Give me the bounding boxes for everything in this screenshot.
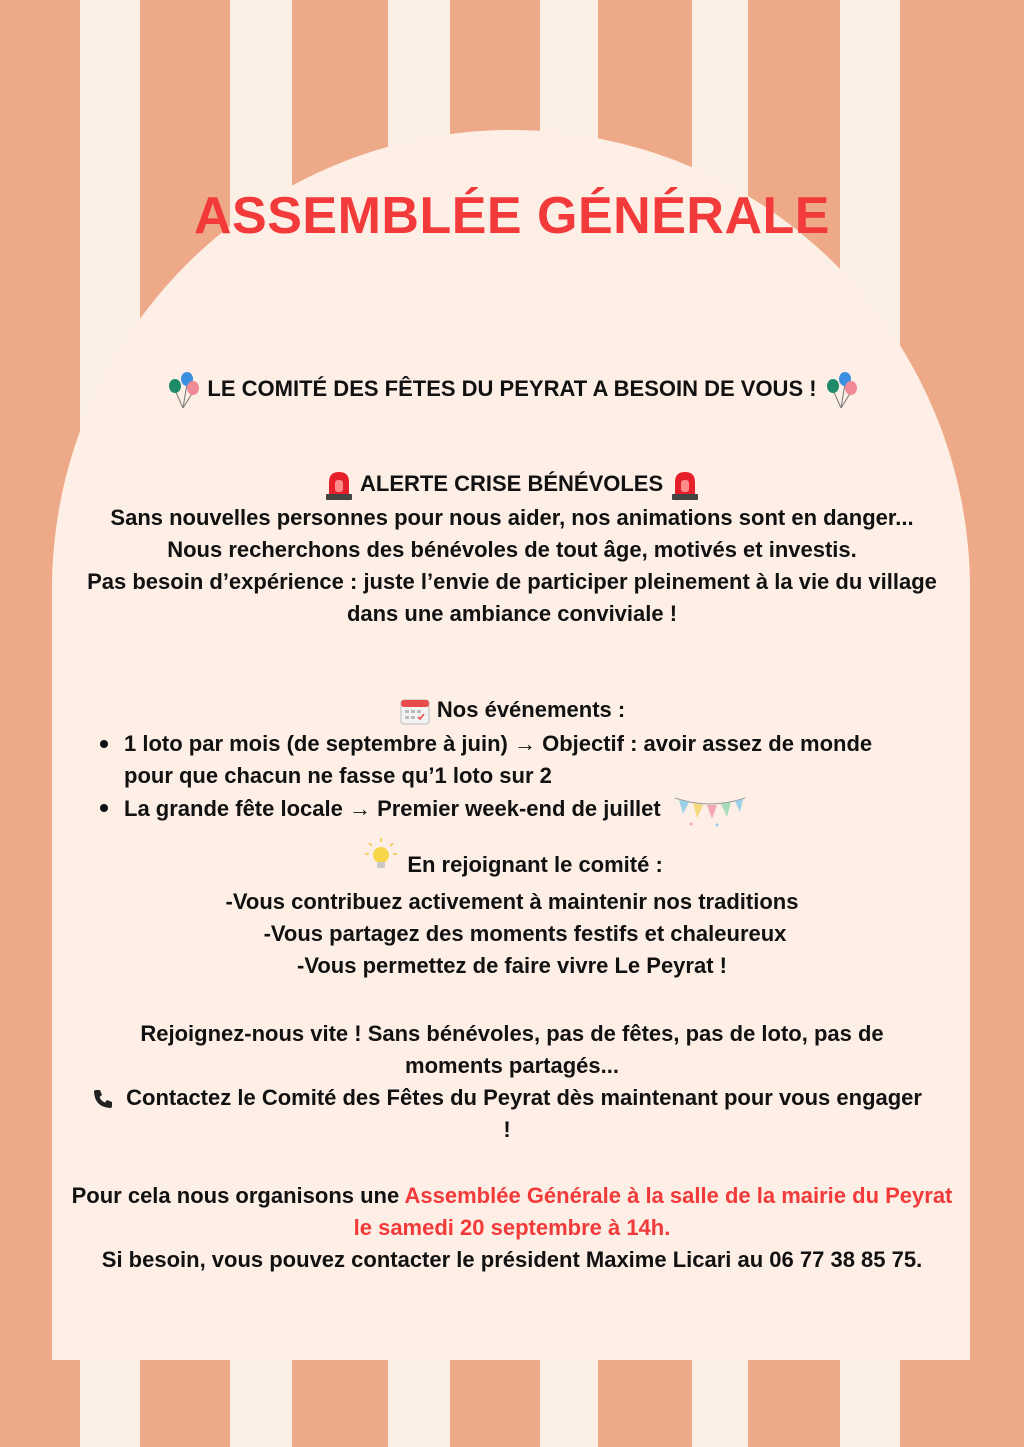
calendar-icon	[399, 696, 431, 726]
alert-heading-row	[60, 468, 964, 502]
events-heading: Nos événements :	[436, 697, 626, 722]
joining-point-1: -Vous contribuez activement à maintenir nos traditions	[225, 889, 799, 914]
alert-section	[60, 468, 964, 630]
bunting-icon	[673, 792, 747, 828]
balloons-icon	[165, 370, 201, 410]
call-contact-row	[60, 1082, 964, 1146]
lightbulb-icon	[361, 836, 401, 876]
page-title: ASSEMBLÉE GÉNÉRALE	[194, 187, 830, 245]
phone-icon	[92, 1088, 114, 1110]
tagline: LE COMITÉ DES FÊTES DU PEYRAT A BESOIN DE VOUS !	[207, 375, 817, 401]
tagline-row	[60, 370, 964, 410]
events-heading-row	[60, 694, 964, 726]
meeting-intro: Pour cela nous organisons une	[71, 1183, 405, 1208]
call-line-1: Rejoignez-nous vite ! Sans bénévoles, pas de fêtes, pas de loto, pas de moments partagés...	[140, 1021, 884, 1078]
siren-icon	[669, 468, 701, 502]
list-item: La grande fête locale → Premier week-end de juillet	[100, 792, 880, 828]
list-item: 1 loto par mois (de septembre à juin) → Objectif : avoir assez de monde pour que chacun ne fasse qu’1 loto sur 2	[100, 728, 880, 792]
call-line-2: Contactez le Comité des Fêtes du Peyrat dès maintenant pour vous engager !	[126, 1085, 922, 1142]
joining-section	[60, 846, 964, 982]
balloons-icon	[823, 370, 859, 410]
alert-line-3: Pas besoin d’expérience : juste l’envie de participer pleinement à la vie du village dans une ambiance conviviale !	[87, 569, 937, 627]
joining-heading-row	[60, 846, 964, 886]
alert-heading: ALERTE CRISE BÉNÉVOLES	[360, 471, 664, 496]
meeting-highlight: Assemblée Générale à la salle de la mairie du Peyrat le samedi 20 septembre à 14h.	[353, 1183, 953, 1240]
alert-line-1: Sans nouvelles personnes pour nous aider, nos animations sont en danger...	[110, 505, 914, 531]
alert-line-2: Nous recherchons des bénévoles de tout âge, motivés et investis.	[167, 537, 857, 563]
siren-icon	[323, 468, 355, 502]
events-list	[100, 728, 880, 828]
meeting-announcement	[64, 1180, 960, 1244]
meeting-contact: Si besoin, vous pouvez contacter le président Maxime Licari au 06 77 38 85 75.	[101, 1247, 923, 1272]
meeting-section	[60, 1180, 964, 1276]
joining-point-3: -Vous permettez de faire vivre Le Peyrat !	[297, 953, 727, 978]
joining-heading: En rejoignant le comité :	[407, 851, 663, 877]
joining-point-2: -Vous partagez des moments festifs et chaleureux	[263, 921, 787, 946]
